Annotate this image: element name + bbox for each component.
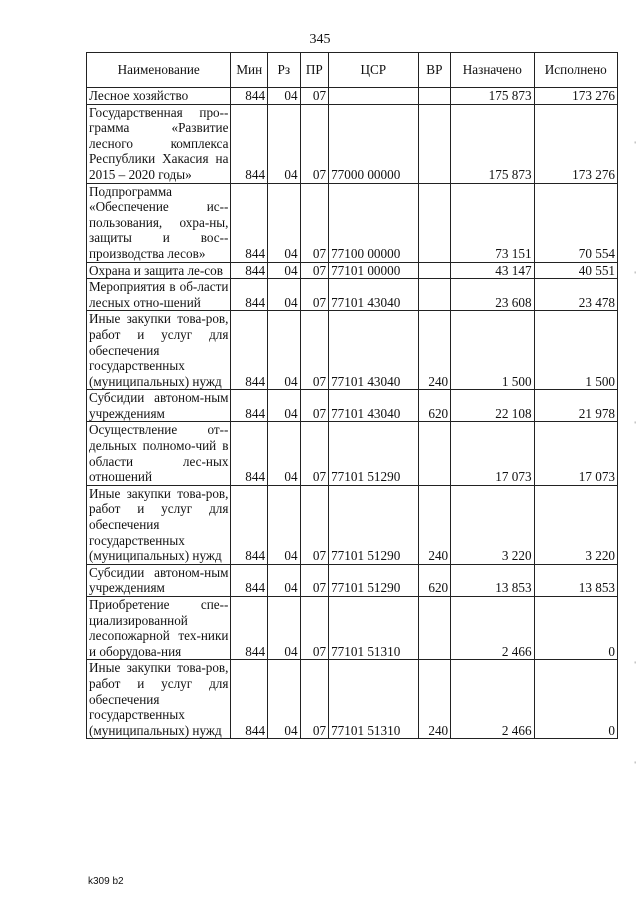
cell-vr	[418, 279, 451, 311]
cell-min: 844	[231, 597, 268, 660]
cell-assigned: 73 151	[451, 183, 534, 262]
margin-mark: '	[634, 420, 636, 430]
cell-rz: 04	[268, 311, 301, 390]
cell-csr: 77101 51290	[329, 564, 419, 596]
cell-pr: 07	[300, 390, 328, 422]
margin-mark: '	[634, 760, 636, 770]
cell-rz: 04	[268, 279, 301, 311]
cell-assigned: 2 466	[451, 597, 534, 660]
cell-rz: 04	[268, 390, 301, 422]
table-row	[87, 422, 618, 485]
cell-min: 844	[231, 660, 268, 739]
footer-code: k309 b2	[88, 876, 124, 887]
table-row	[87, 88, 618, 105]
cell-csr: 77101 43040	[329, 311, 419, 390]
cell-executed: 13 853	[534, 564, 617, 596]
cell-assigned: 13 853	[451, 564, 534, 596]
cell-name: Иные закупки това-ров, работ и услуг для обеспечения государственных (муниципальных) нужд	[87, 311, 231, 390]
cell-rz: 04	[268, 564, 301, 596]
cell-csr: 77101 51310	[329, 660, 419, 739]
cell-vr	[418, 262, 451, 279]
cell-name: Охрана и защита ле-сов	[87, 262, 231, 279]
cell-csr: 77101 51290	[329, 422, 419, 485]
cell-executed: 40 551	[534, 262, 617, 279]
cell-assigned: 43 147	[451, 262, 534, 279]
cell-min: 844	[231, 88, 268, 105]
table-row	[87, 660, 618, 739]
table-row	[87, 104, 618, 183]
table-row	[87, 183, 618, 262]
cell-csr: 77000 00000	[329, 104, 419, 183]
margin-mark: '	[634, 140, 636, 150]
header-executed: Исполнено	[534, 53, 617, 88]
header-min: Мин	[231, 53, 268, 88]
cell-min: 844	[231, 279, 268, 311]
table-row	[87, 390, 618, 422]
cell-pr: 07	[300, 485, 328, 564]
cell-csr: 77101 43040	[329, 390, 419, 422]
cell-csr: 77100 00000	[329, 183, 419, 262]
cell-pr: 07	[300, 311, 328, 390]
cell-csr	[329, 88, 419, 105]
cell-min: 844	[231, 104, 268, 183]
table-row	[87, 564, 618, 596]
header-csr: ЦСР	[329, 53, 419, 88]
cell-assigned: 23 608	[451, 279, 534, 311]
header-pr: ПР	[300, 53, 328, 88]
cell-pr: 07	[300, 104, 328, 183]
cell-pr: 07	[300, 564, 328, 596]
cell-name: Приобретение спе-циализированной лесопожарной тех-ники и оборудова-ния	[87, 597, 231, 660]
cell-csr: 77101 51290	[329, 485, 419, 564]
cell-name: Подпрограмма «Обеспечение ис-пользования, охра-ны, защиты и вос-производства лесов»	[87, 183, 231, 262]
cell-min: 844	[231, 183, 268, 262]
cell-vr: 620	[418, 390, 451, 422]
cell-executed: 21 978	[534, 390, 617, 422]
cell-min: 844	[231, 262, 268, 279]
cell-rz: 04	[268, 660, 301, 739]
cell-min: 844	[231, 485, 268, 564]
cell-executed: 0	[534, 597, 617, 660]
cell-executed: 1 500	[534, 311, 617, 390]
cell-pr: 07	[300, 183, 328, 262]
cell-executed: 23 478	[534, 279, 617, 311]
cell-name: Лесное хозяйство	[87, 88, 231, 105]
cell-executed: 70 554	[534, 183, 617, 262]
cell-vr	[418, 88, 451, 105]
cell-min: 844	[231, 390, 268, 422]
cell-executed: 173 276	[534, 104, 617, 183]
cell-rz: 04	[268, 422, 301, 485]
table-row	[87, 485, 618, 564]
cell-rz: 04	[268, 88, 301, 105]
cell-name: Субсидии автоном-ным учреждениям	[87, 390, 231, 422]
cell-executed: 173 276	[534, 88, 617, 105]
cell-pr: 07	[300, 88, 328, 105]
cell-assigned: 17 073	[451, 422, 534, 485]
header-rz: Рз	[268, 53, 301, 88]
cell-min: 844	[231, 422, 268, 485]
margin-mark: '	[634, 270, 636, 280]
cell-vr: 240	[418, 311, 451, 390]
cell-vr	[418, 597, 451, 660]
cell-executed: 17 073	[534, 422, 617, 485]
cell-rz: 04	[268, 597, 301, 660]
cell-min: 844	[231, 311, 268, 390]
cell-pr: 07	[300, 262, 328, 279]
cell-vr	[418, 422, 451, 485]
cell-assigned: 2 466	[451, 660, 534, 739]
cell-pr: 07	[300, 279, 328, 311]
cell-executed: 3 220	[534, 485, 617, 564]
cell-rz: 04	[268, 104, 301, 183]
header-vr: ВР	[418, 53, 451, 88]
cell-assigned: 1 500	[451, 311, 534, 390]
cell-assigned: 22 108	[451, 390, 534, 422]
cell-vr	[418, 104, 451, 183]
cell-assigned: 3 220	[451, 485, 534, 564]
cell-rz: 04	[268, 485, 301, 564]
header-assigned: Назначено	[451, 53, 534, 88]
table-row	[87, 597, 618, 660]
table-row	[87, 279, 618, 311]
cell-name: Субсидии автоном-ным учреждениям	[87, 564, 231, 596]
cell-name: Иные закупки това-ров, работ и услуг для обеспечения государственных (муниципальных) нужд	[87, 485, 231, 564]
cell-executed: 0	[534, 660, 617, 739]
cell-csr: 77101 43040	[329, 279, 419, 311]
cell-pr: 07	[300, 422, 328, 485]
cell-vr	[418, 183, 451, 262]
table-header-row	[87, 53, 618, 88]
cell-pr: 07	[300, 660, 328, 739]
cell-rz: 04	[268, 262, 301, 279]
cell-csr: 77101 51310	[329, 597, 419, 660]
header-name: Наименование	[87, 53, 231, 88]
margin-mark: '	[634, 660, 636, 670]
budget-table	[86, 52, 618, 739]
cell-csr: 77101 00000	[329, 262, 419, 279]
cell-vr: 240	[418, 485, 451, 564]
cell-pr: 07	[300, 597, 328, 660]
cell-name: Мероприятия в об-ласти лесных отно-шений	[87, 279, 231, 311]
cell-rz: 04	[268, 183, 301, 262]
cell-assigned: 175 873	[451, 104, 534, 183]
table-row	[87, 311, 618, 390]
cell-name: Осуществление от-дельных полномо-чий в области лес-ных отношений	[87, 422, 231, 485]
table-row	[87, 262, 618, 279]
cell-min: 844	[231, 564, 268, 596]
cell-assigned: 175 873	[451, 88, 534, 105]
cell-vr: 240	[418, 660, 451, 739]
page-number: 345	[309, 32, 331, 47]
cell-name: Иные закупки това-ров, работ и услуг для обеспечения государственных (муниципальных) нужд	[87, 660, 231, 739]
cell-vr: 620	[418, 564, 451, 596]
cell-name: Государственная про-грамма «Развитие лесного комплекса Республики Хакасия на 2015 – 2020 годы»	[87, 104, 231, 183]
